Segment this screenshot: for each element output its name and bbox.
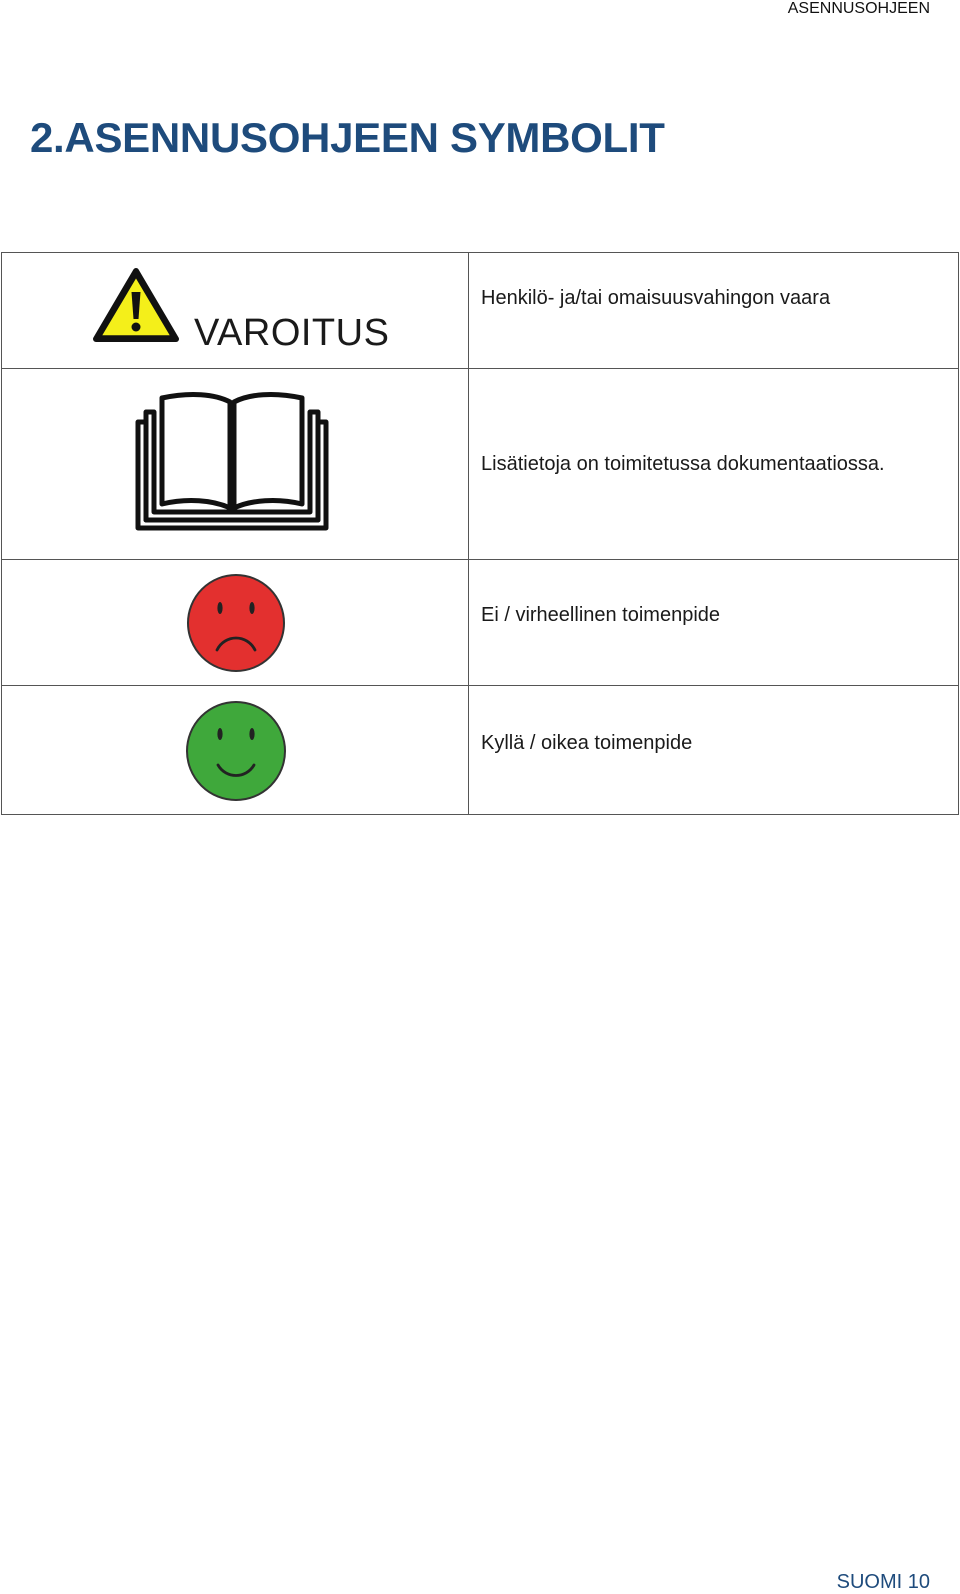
sad-face-icon xyxy=(185,572,287,674)
symbol-description-cell xyxy=(469,560,959,686)
symbol-cell-warning xyxy=(2,253,469,369)
warning-triangle-icon xyxy=(92,267,180,343)
page-title: 2.ASENNUSOHJEEN SYMBOLIT xyxy=(30,114,665,161)
symbol-description-cell xyxy=(469,253,959,369)
symbol-description: Ei / virheellinen toimenpide xyxy=(481,604,721,626)
symbol-description: Lisätietoja on toimitetussa dokumentaatiossa. xyxy=(481,452,885,475)
symbol-cell-no xyxy=(2,560,469,686)
symbol-description: Henkilö- ja/tai omaisuusvahingon vaara xyxy=(481,287,831,309)
page-footer: SUOMI 10 xyxy=(836,1571,930,1593)
warning-label: VAROITUS xyxy=(194,312,390,354)
table-row xyxy=(2,253,959,369)
symbol-description-cell xyxy=(469,686,959,815)
table-row xyxy=(2,686,959,815)
open-book-icon xyxy=(135,390,329,532)
table-row xyxy=(2,560,959,686)
symbol-table xyxy=(1,252,959,815)
symbol-cell-book xyxy=(2,369,469,560)
happy-face-icon xyxy=(184,699,288,803)
table-row xyxy=(2,369,959,560)
symbol-description: Kyllä / oikea toimenpide xyxy=(481,731,693,754)
symbol-cell-yes xyxy=(2,686,469,815)
running-header: ASENNUSOHJEEN xyxy=(787,0,930,17)
symbol-description-cell xyxy=(469,369,959,560)
